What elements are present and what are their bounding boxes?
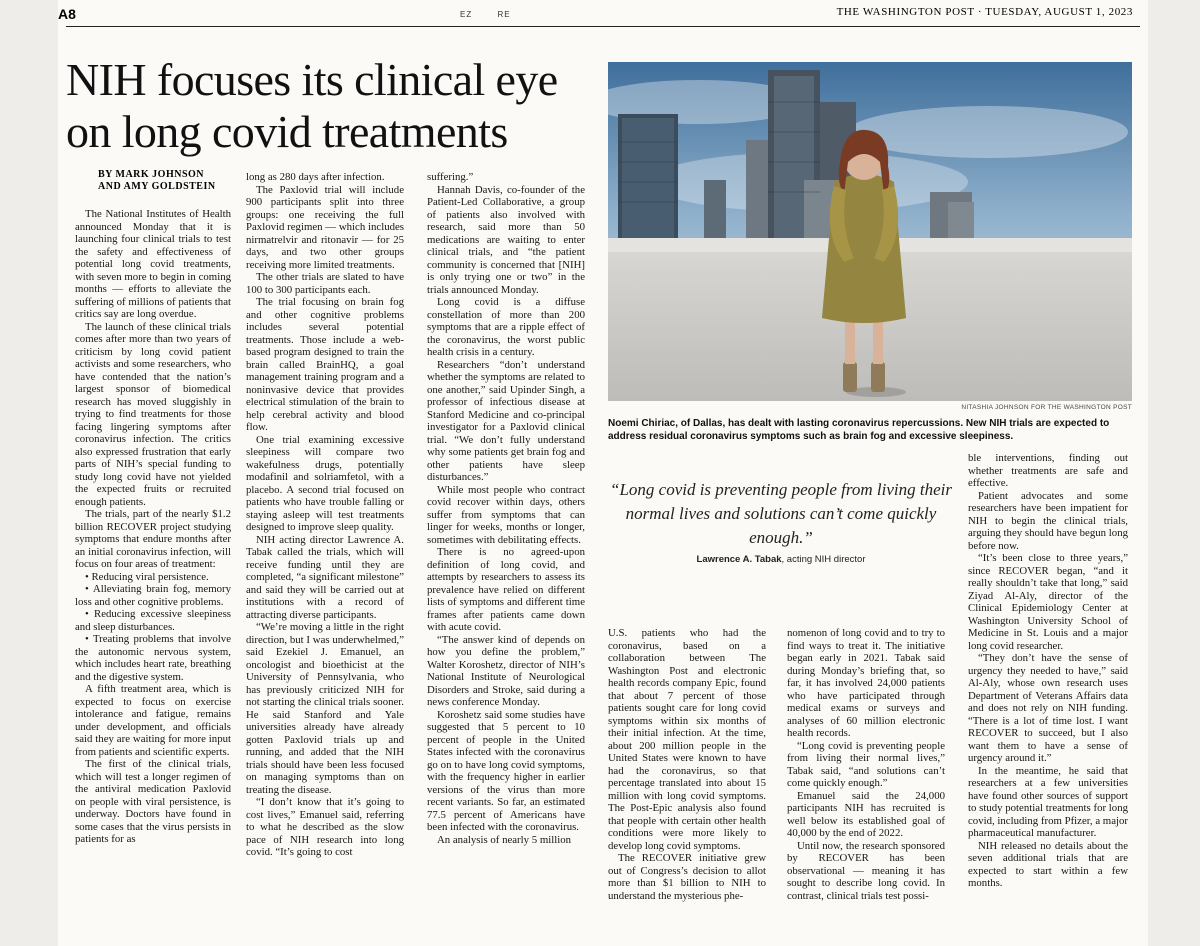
paragraph: • Alleviating brain fog, memory loss and other cognitive problems.	[75, 583, 231, 608]
paragraph: “They don’t have the sense of urgency they needed to have,” said Al-Aly, whose own research uses Department of Veterans Affairs data and does not rely on NIH funding. “There is a lot of time lost. I want RECOVER to succeed, but I also want them to have a sense of urgency around it.”	[968, 652, 1128, 764]
paragraph: • Reducing excessive sleepiness and sleep disturbances.	[75, 608, 231, 633]
paragraph: “I don’t know that it’s going to cost lives,” Emanuel said, referring to what he described as the slow pace of NIH research into long covid. “It’s going to cost	[246, 796, 404, 858]
text-column-1	[75, 208, 231, 846]
paragraph: The Paxlovid trial will include 900 participants split into three groups: one receiving the full Paxlovid regimen — which includes nirmatrelvir and ritonavir — for 25 days, and two other groups receiving more limited treatments.	[246, 183, 404, 271]
paragraph: NIH acting director Lawrence A. Tabak called the trials, which will receive funding until they are completed, “a significant milestone” and said they will be carried out at institutions with a record of attracting diverse participants.	[246, 533, 404, 621]
folio: THE WASHINGTON POST · TUESDAY, AUGUST 1, 2023	[836, 6, 1133, 18]
paragraph: Patient advocates and some researchers have been impatient for NIH to begin the clinical trials, arguing they should have begun long before now.	[968, 489, 1128, 552]
pull-quote-attribution	[608, 554, 954, 565]
paragraph: The first of the clinical trials, which will test a longer regimen of the antiviral medication Paxlovid on people with viral persistence, is underway. Doctors have found in some cases that the virus persists in patients for as	[75, 758, 231, 845]
newspaper-page	[58, 0, 1148, 946]
text-column-3	[427, 171, 585, 846]
paragraph: Hannah Davis, co-founder of the Patient-Led Collaborative, a group of patients also involved with research, said more than 50 medications are waiting to enter clinical trials, and “the patient community is concerned that [NIH] is only trying one or two” in the trials announced Monday.	[427, 183, 585, 296]
paragraph: The other trials are slated to have 100 to 300 participants each.	[246, 271, 404, 296]
paragraph: suffering.”	[427, 171, 474, 183]
byline	[98, 169, 216, 193]
paragraph: ble interventions, finding out whether treatments are safe and effective.	[968, 452, 1128, 489]
paragraph: The RECOVER initiative grew out of Congress’s decision to allot more than $1 billion to NIH to understand the mysterious phe-	[608, 852, 766, 902]
attribution-name: Lawrence A. Tabak	[696, 554, 782, 565]
paragraph: One trial examining excessive sleepiness will compare two wakefulness drugs, potentially modafinil and solriamfetol, with a placebo. A second trial focused on patients who have trouble falling or staying asleep will test treatments designed to improve sleep quality.	[246, 433, 404, 533]
paragraph: While most people who contract covid recover within days, others suffer from symptoms that can linger for weeks, months or longer, sometimes with debilitating effects.	[427, 483, 585, 546]
text-column-2	[246, 171, 404, 859]
paragraph: U.S. patients who had the coronavirus, based on a collaboration between The Washington Post and electronic health records company Epic, found that about 7 percent of those patients sought care for long covid symptoms within six months of their initial infection. At the time, about 200 million people in the United States were known to have had the coronavirus, so that percentage translated into about 15 million with long covid symptoms. The Post-Epic analysis also found that people with certain other health conditions were more likely to develop long covid symptoms.	[608, 627, 766, 852]
paragraph: There is no agreed-upon definition of long covid, and attempts by researchers to assess its prevalence have relied on different lists of symptoms and different time frames after patients came down with acute covid.	[427, 546, 585, 633]
paragraph: The trial focusing on brain fog and other cognitive problems includes several potential treatments. Those include a web-based program designed to train the brain called BrainHQ, a goal management training program and a noninvasive device that provides electrical stimulation of the brain to help cerebral activity and blood flow.	[246, 296, 404, 433]
byline-author: AND AMY GOLDSTEIN	[98, 181, 216, 192]
paragraph: The launch of these clinical trials comes after more than two years of criticism by long covid patient activists and some researchers, who have contended that the nation’s largest sponsor of biomedical research has moved sluggishly in trying to find treatments for those facing lingering symptoms after coronavirus infection. The critics also expressed frustration that early parts of NIH’s special funding to study long covid have not yielded the expected fruits or recruited enough patients.	[75, 320, 231, 508]
paragraph: nomenon of long covid and to try to find ways to treat it. The initiative began early in 2021. Tabak said during Monday’s briefing that, so far, it has involved 24,000 patients who have participated through medical exams or surveys and analyses of 60 million electronic health records.	[787, 627, 945, 739]
paragraph: A fifth treatment area, which is expected to focus on exercise intolerance and fatigue, remains under development, and officials said they are waiting for more input from patients and scientific experts.	[75, 683, 231, 758]
paragraph: “The answer kind of depends on how you define the problem,” Walter Koroshetz, director of NIH’s National Institute of Neurological Disorders and Stroke, said during a news conference Monday.	[427, 633, 585, 708]
header-rule	[66, 26, 1140, 27]
paragraph: The trials, part of the nearly $1.2 billion RECOVER project studying symptoms that endure months after an initial coronavirus infection, will focus on four areas of treatment:	[75, 508, 231, 570]
text-column-6	[968, 452, 1128, 890]
paragraph: • Reducing viral persistence.	[85, 570, 209, 583]
page-number: A8	[58, 6, 76, 22]
byline-author: BY MARK JOHNSON	[98, 169, 205, 180]
paragraph: In the meantime, he said that researchers at a few universities have found other sources of support to study potential treatments for long covid, including from Pfizer, a major pharmaceutical manufacturer.	[968, 764, 1128, 839]
edition-code: RE	[497, 10, 511, 19]
pull-quote-text: “Long covid is preventing people from living their normal lives and solutions can’t come quickly enough.”	[609, 480, 952, 547]
paragraph: Until now, the research sponsored by RECOVER has been observational — meaning it has sought to describe long covid. In contrast, clinical trials test possi-	[787, 839, 945, 902]
paragraph: Emanuel said the 24,000 participants NIH has recruited is well below its established goal of 40,000 by the end of 2022.	[787, 789, 945, 839]
headline: NIH focuses its clinical eye on long covid treatments	[66, 54, 558, 157]
paragraph: An analysis of nearly 5 million	[437, 833, 572, 846]
attribution-role: , acting NIH director	[781, 554, 866, 565]
paragraph: The National Institutes of Health announced Monday that it is launching four clinical trials to test the safety and effectiveness of potential long covid treatments, with seven more to begin in coming months — efforts to alleviate the suffering of millions of patients that critics say are long overdue.	[75, 208, 231, 320]
photo-illustration	[608, 62, 1132, 401]
paragraph: Researchers “don’t understand whether the symptoms are related to one another,” said Upinder Singh, a professor of infectious disease at Stanford Medicine and co-principal investigator for a Paxlovid clinical trial. “We don’t fully understand why some patients get brain fog and other patients have sleep disturbances.”	[427, 358, 585, 483]
text-column-4	[608, 627, 766, 902]
paragraph: “We’re moving a little in the right direction, but I was underwhelmed,” said Ezekiel J. Emanuel, an oncologist and bioethicist at the University of Pennsylvania, who has previously criticized NIH for not starting the clinical trials sooner. He said Stanford and Yale universities already have already gotten Paxlovid trials up and running, and added that the NIH trials should have been less focused on managing symptoms than on treating the disease.	[246, 621, 404, 796]
text-column-5	[787, 627, 945, 902]
edition-codes	[460, 10, 533, 19]
photo-credit: NITASHIA JOHNSON FOR THE WASHINGTON POST	[961, 404, 1132, 411]
pull-quote	[608, 478, 954, 565]
paragraph: • Treating problems that involve the autonomic nervous system, which includes heart rate, breathing and the digestive system.	[75, 633, 231, 683]
edition-code: EZ	[460, 10, 473, 19]
paragraph: Koroshetz said some studies have suggested that 5 percent to 10 percent of people in the United States infected with the coronavirus go on to have long covid symptoms, with the frequency higher in earlier versions of the virus than more recent variants. So far, an estimated 77.5 percent of Americans have been infected with the coronavirus.	[427, 708, 585, 833]
paragraph: “It’s been close to three years,” since RECOVER began, “and it really shouldn’t take that long,” said Ziyad Al-Aly, director of the Clinical Epidemiology Center at Washington University School of Medicine in St. Louis and a major long covid researcher.	[968, 552, 1128, 652]
photo-caption: Noemi Chiriac, of Dallas, has dealt with lasting coronavirus repercussions. New NIH trials are expected to address residual coronavirus symptoms such as brain fog and excessive sleepiness.	[608, 418, 1110, 442]
paragraph: long as 280 days after infection.	[246, 171, 385, 183]
paragraph: NIH released no details about the seven additional trials that are expected to start within a few months.	[968, 839, 1128, 889]
paragraph: “Long covid is preventing people from living their normal lives,” Tabak said, “and solutions can’t come quickly enough.”	[787, 739, 945, 789]
paragraph: Long covid is a diffuse constellation of more than 200 symptoms that are a ripple effect of the coronavirus, the worst public health crisis in a century.	[427, 296, 585, 358]
photo-noemi-chiriac	[608, 62, 1132, 401]
